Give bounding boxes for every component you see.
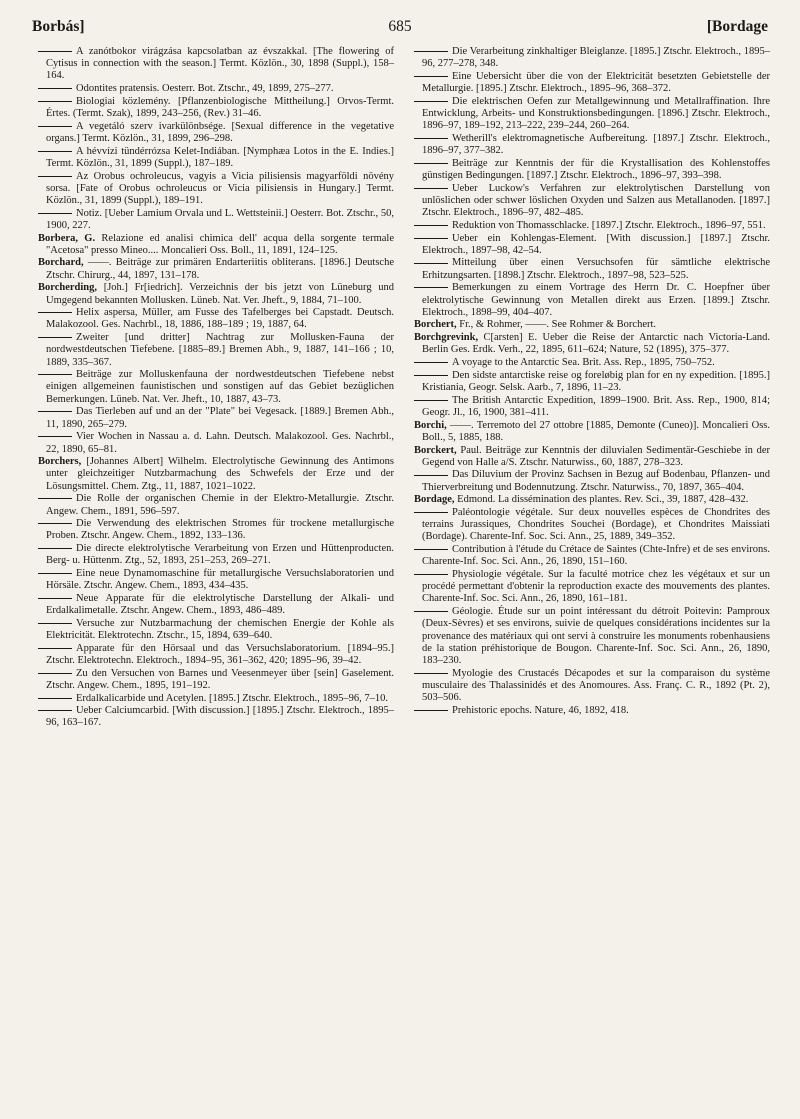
bibliography-subentry [414, 183, 770, 220]
bibliography-subentry [38, 705, 394, 729]
bibliography-subentry [38, 568, 394, 592]
bibliography-subentry [414, 158, 770, 182]
entry-text: Apparate für den Hörsaal und das Versuchslaboratorium. [1894–95.] Ztschr. Elektrotechn. Elektroch., 1894–95, 361–362, 420; 1895–96, 39–42. [46, 642, 394, 666]
entry-text: Das Diluvium der Provinz Sachsen in Bezug auf Bodenbau, Pflanzen- und Thierverbreitung und Bodennutzung. Ztschr. Naturwiss., 70, 1897, 365–404. [422, 469, 770, 493]
entry-text: Versuche zur Nutzbarmachung der chemischen Energie der Kohle als Elektricität. Elektrotechn. Ztschr., 15, 1894, 639–640. [46, 617, 394, 642]
entry-text: C[arsten] E. Ueber die Reise der Antarctic nach Victoria-Land. Berlin Ges. Erdk. Verh., 22, 1895, 611–624; Nature, 52 (1895), 375–377. [422, 332, 770, 356]
entry-text: Notiz. [Ueber Lamium Orvala und L. Wettsteinii.] Oesterr. Bot. Ztschr., 50, 1900, 227. [46, 207, 394, 231]
entry-text: Die directe elektrolytische Verarbeitung von Erzen und Hüttenproducten. Berg- u. Hüttenm. Ztg., 52, 1893, 251–253, 269–271. [46, 543, 394, 567]
entry-text: Myologie des Crustacés Décapodes et sur la comparaison du système musculaire des Thalassinidés et des Anomoures. Ass. Franç. C. R., 1892 (Pt. 2), 503–506. [422, 667, 770, 704]
entry-text: Géologie. Étude sur un point intéressant du détroit Poitevin: Pamproux (Deux-Sèvres) et ses environs, suivie de quelques considérations incidentes sur la provenance des matériaux qui ont servi à construire les monuments robenhausiens de la station préhistorique de Bougon. Charente-Inf. Soc. Sci. Ann., 26, 1890, 183–230. [422, 606, 770, 666]
entry-text: Ueber Calciumcarbid. [With discussion.] [1895.] Ztschr. Elektroch., 1895–96, 163–167. [46, 705, 394, 729]
bibliography-subentry [38, 668, 394, 692]
bibliography-subentry [414, 233, 770, 257]
bibliography-subentry [414, 469, 770, 493]
bibliography-subentry [414, 220, 770, 232]
bibliography-subentry [38, 431, 394, 455]
entry-text: Beiträge zur Kenntnis der für die Krystallisation des Kohlenstoffes günstigen Bedingungen. [1897.] Ztschr. Elektroch., 1896–97, 393–398. [422, 157, 770, 182]
author-name: Borcherding, [38, 282, 98, 294]
entry-text: A vegetáló szerv ivarkülönbsége. [Sexual difference in the vegetative organs.] Termt. Közlön., 31, 1899, 296–298. [46, 120, 394, 144]
entry-text: A hévvízi tündérrózsa Kelet-Indiában. [Nymphæa Lotos in the E. Indies.] Termt. Közlön., 31, 1899 (Suppl.), 187–189. [46, 145, 394, 169]
bibliography-subentry [414, 257, 770, 281]
entry-text: Beiträge zur Molluskenfauna der nordwestdeutschen Tiefebene nebst einigen allgemeinen faunistischen und sonstigen auf das Gebiet bezüglichen Bemerkungen. Lüneb. Nat. Ver. Jheft., 10, 1887, 43–73. [46, 369, 394, 405]
bibliography-subentry [38, 146, 394, 170]
bibliography-subentry [38, 369, 394, 406]
entry-text: Vier Wochen in Nassau a. d. Lahn. Deutsch. Malakozool. Ges. Nachrbl., 22, 1890, 65–81. [46, 431, 394, 455]
entry-text: Odontites pratensis. Oesterr. Bot. Ztschr., 49, 1899, 275–277. [76, 83, 334, 95]
bibliography-subentry [414, 705, 770, 717]
entry-text: ——. Beiträge zur primären Endarteriitis obliterans. [1896.] Deutsche Ztschr. Chirurg., 44, 1897, 131–178. [46, 257, 394, 281]
bibliography-entry [414, 319, 770, 331]
author-name: Borchers, [38, 456, 82, 468]
bibliography-subentry [414, 668, 770, 705]
bibliography-subentry [414, 357, 770, 369]
entry-text: Die Rolle der organischen Chemie in der Elektro-Metallurgie. Ztschr. Angew. Chem., 1891, 596–597. [46, 493, 394, 517]
entry-text: Az Orobus ochroleucus, vagyis a Vicia pilisiensis magyarföldi növény sorsa. [Fate of Orobus ochroleucus or Vicia pilisiensis in Hungary.] Termt. Közlön., 31, 1899 (Suppl.), 189–191. [46, 170, 394, 206]
entry-text: Bemerkungen zu einem Vortrage des Herrn Dr. C. Hoepfner über elektrolytische Gewinnung von Metallen direkt aus Erzen. [1899.] Ztschr. Elektroch., 1898–99, 404–407. [422, 282, 770, 318]
bibliography-entry [38, 282, 394, 306]
bibliography-subentry [38, 208, 394, 232]
entry-text: Die Verwendung des elektrischen Stromes für trockene metallurgische Proben. Ztschr. Angew. Chem., 1892, 133–136. [46, 518, 394, 542]
entry-text: Biologiai közlemény. [Pflanzenbiologische Mittheilung.] Orvos-Termt. Értes. (Termt. Szak), 1899, 243–256, (Rev.) 31–46. [46, 95, 394, 120]
entry-text: The British Antarctic Expedition, 1899–1900. Brit. Ass. Rep., 1900, 814; Geogr. Jl., 16, 1900, 381–411. [422, 394, 770, 418]
bibliography-subentry [38, 46, 394, 83]
bibliography-subentry [414, 370, 770, 394]
bibliography-subentry [414, 71, 770, 95]
entry-text: Ueber ein Kohlengas-Element. [With discussion.] [1897.] Ztschr. Elektroch., 1897–98, 42–54. [422, 232, 770, 256]
bibliography-entry [414, 420, 770, 444]
entry-text: Paléontologie végétale. Sur deux nouvelles espèces de Chondrites des terrains Jurassiques, Chondrites Souchei (Bordage), et Chondrites Maissiati (Bordage). Charente-Inf. Soc. Sci. Ann., 25, 1889, 349–352. [422, 507, 770, 543]
entry-text: A zanótbokor virágzása kapcsolatban az évszakkal. [The flowering of Cytisus in connection with the season.] Termt. Közlön., 30, 1898 (Suppl.), 158–164. [46, 46, 394, 82]
bibliography-subentry [38, 493, 394, 517]
bibliography-subentry [414, 282, 770, 319]
entry-text: Die elektrischen Oefen zur Metallgewinnung und Metallraffination. Ihre Entwicklung, Arbeits- und Konstruktionsbedingungen. [1896.] Ztschr. Elektroch., 1896–97, 189–192, 213–222, 239–244, 260–264. [422, 95, 770, 132]
bibliography-entry [38, 257, 394, 281]
entry-text: Relazione ed analisi chimica dell' acqua della sorgente termale "Acetosa" presso Mineo.... Moncalieri Oss. Boll., 11, 1891, 124–125. [46, 232, 394, 256]
entry-text: Neue Apparate für die elektrolytische Darstellung der Alkali- und Erdalkalimetalle. Ztschr. Angew. Chem., 1893, 486–489. [46, 592, 394, 617]
bibliography-subentry [38, 307, 394, 331]
right-column [414, 46, 770, 717]
entry-text: ——. Terremoto del 27 ottobre [1885, Demonte (Cuneo)]. Moncalieri Oss. Boll., 5, 1885, 188. [422, 419, 770, 443]
header-left: Borbás] [32, 18, 85, 35]
bibliography-subentry [414, 395, 770, 419]
author-name: Borchert, [414, 319, 457, 331]
bibliography-subentry [414, 544, 770, 568]
bibliography-subentry [38, 96, 394, 120]
running-header [32, 16, 768, 40]
author-name: Borbera, G. [38, 232, 96, 244]
bibliography-subentry [414, 96, 770, 133]
entry-text: Zweiter [und dritter] Nachtrag zur Mollusken-Fauna der nordwestdeutschen Tiefebene. [1885–89.] Bremen Abh., 9, 1887, 141–166 ; 10, 1889, 335–367. [46, 332, 394, 368]
entry-text: Zu den Versuchen von Barnes und Veesenmeyer über [sein] Gaselement. Ztschr. Angew. Chem., 1895, 191–192. [46, 667, 394, 691]
bibliography-subentry [38, 518, 394, 542]
bibliography-subentry [38, 543, 394, 567]
entry-text: Mitteilung über einen Versuchsofen für sämtliche elektrische Erhitzungsarten. [1898.] Ztschr. Elektroch., 1897–98, 523–525. [422, 257, 770, 281]
bibliography-subentry [414, 507, 770, 544]
author-name: Borchgrevink, [414, 332, 479, 344]
bibliography-subentry [414, 133, 770, 157]
bibliography-subentry [38, 643, 394, 667]
author-name: Borckert, [414, 444, 457, 456]
bibliography-subentry [38, 406, 394, 430]
bibliography-subentry [38, 83, 394, 95]
entry-text: Eine Uebersicht über die von der Elektricität besetzten Gebietstelle der Metallurgie. [1895.] Ztschr. Elektroch., 1895–96, 368–372. [422, 70, 770, 95]
bibliography-subentry [414, 569, 770, 606]
entry-text: [Joh.] Fr[iedrich]. Verzeichnis der bis jetzt von Lüneburg und Umgegend bekannten Mollusken. Lüneb. Nat. Ver. Jheft., 9, 1884, 71–100. [46, 282, 394, 306]
bibliography-entry [414, 494, 770, 506]
page-number: 685 [388, 18, 412, 35]
author-name: Bordage, [414, 494, 455, 506]
bibliography-entry [38, 456, 394, 493]
bibliography-entry [414, 332, 770, 356]
bibliography-entry [414, 445, 770, 469]
entry-text: Prehistoric epochs. Nature, 46, 1892, 418. [452, 704, 629, 716]
bibliography-subentry [38, 171, 394, 208]
entry-text: Wetherill's elektromagnetische Aufbereitung. [1897.] Ztschr. Elektroch., 1896–97, 377–382. [422, 132, 770, 157]
entry-text: Fr., & Rohmer, ——. See Rohmer & Borchert. [456, 319, 657, 331]
entry-text: Physiologie végétale. Sur la faculté motrice chez les végétaux et sur un procédé permettant d'obtenir la reproduction exacte des mouvements des plantes. Charente-Inf. Soc. Sci. Ann., 26, 1890, 161–181. [422, 569, 770, 605]
bibliography-entry [38, 233, 394, 257]
bibliography-subentry [38, 121, 394, 145]
entry-text: Helix aspersa, Müller, am Fusse des Tafelberges bei Capstadt. Deutsch. Malakozool. Ges. Nachrbl., 18, 1886, 188–189 ; 19, 1887, 64. [46, 307, 394, 331]
entry-text: Eine neue Dynamomaschine für metallurgische Versuchslaboratorien und Hörsäle. Ztschr. Angew. Chem., 1893, 434–435. [46, 568, 394, 592]
bibliography-subentry [38, 693, 394, 705]
entry-text: Ueber Luckow's Verfahren zur elektrolytischen Darstellung von unlöslichen oder schwer löslichen Oxyden und Salzen aus Metallanoden. [1897.] Ztschr. Elektroch., 1896–97, 482–485. [422, 182, 770, 219]
entry-text: Reduktion von Thomasschlacke. [1897.] Ztschr. Elektroch., 1896–97, 551. [452, 219, 766, 231]
entry-text: Erdalkalicarbide und Acetylen. [1895.] Ztschr. Elektroch., 1895–96, 7–10. [76, 692, 389, 704]
entry-text: Contribution à l'étude du Crétace de Saintes (Chte-Infre) et de ses environs. Charente-Inf. Soc. Sci. Ann., 26, 1890, 151–160. [422, 544, 770, 568]
bibliography-subentry [38, 332, 394, 369]
entry-text: Paul. Beiträge zur Kenntnis der diluvialen Sedimentär-Geschiebe in der Gegend von Halle a/S. Ztschr. Naturwiss., 60, 1887, 278–323. [422, 444, 770, 468]
bibliography-subentry [38, 618, 394, 642]
entry-text: Edmond. La dissémination des plantes. Rev. Sci., 39, 1887, 428–432. [454, 494, 749, 506]
header-right: [Bordage [706, 18, 768, 35]
entry-text: [Johannes Albert] Wilhelm. Electrolytische Gewinnung des Antimons unter gleichzeitiger Nutzbarmachung des Schwefels der Erze und der Lösungsmittel. Chem. Ztg., 11, 1887, 1021–1022. [46, 456, 394, 492]
bibliography-subentry [414, 46, 770, 70]
entry-text: Das Tierleben auf und an der "Plate" bei Vegesack. [1889.] Bremen Abh., 11, 1890, 265–279. [46, 406, 394, 430]
entry-text: Die Verarbeitung zinkhaltiger Bleiglanze. [1895.] Ztschr. Elektroch., 1895–96, 277–278, 348. [422, 46, 770, 70]
author-name: Borchard, [38, 257, 84, 269]
entry-text: A voyage to the Antarctic Sea. Brit. Ass. Rep., 1895, 750–752. [452, 357, 715, 369]
bibliography-subentry [38, 593, 394, 617]
entry-text: Den sidste antarctiske reise og foreløbig plan for en ny expedition. [1895.] Kristiania, Geogr. Selsk. Aarb., 7, 1896, 11–23. [422, 369, 770, 393]
left-column [38, 46, 394, 730]
bibliography-subentry [414, 606, 770, 667]
author-name: Borchi, [414, 419, 447, 431]
